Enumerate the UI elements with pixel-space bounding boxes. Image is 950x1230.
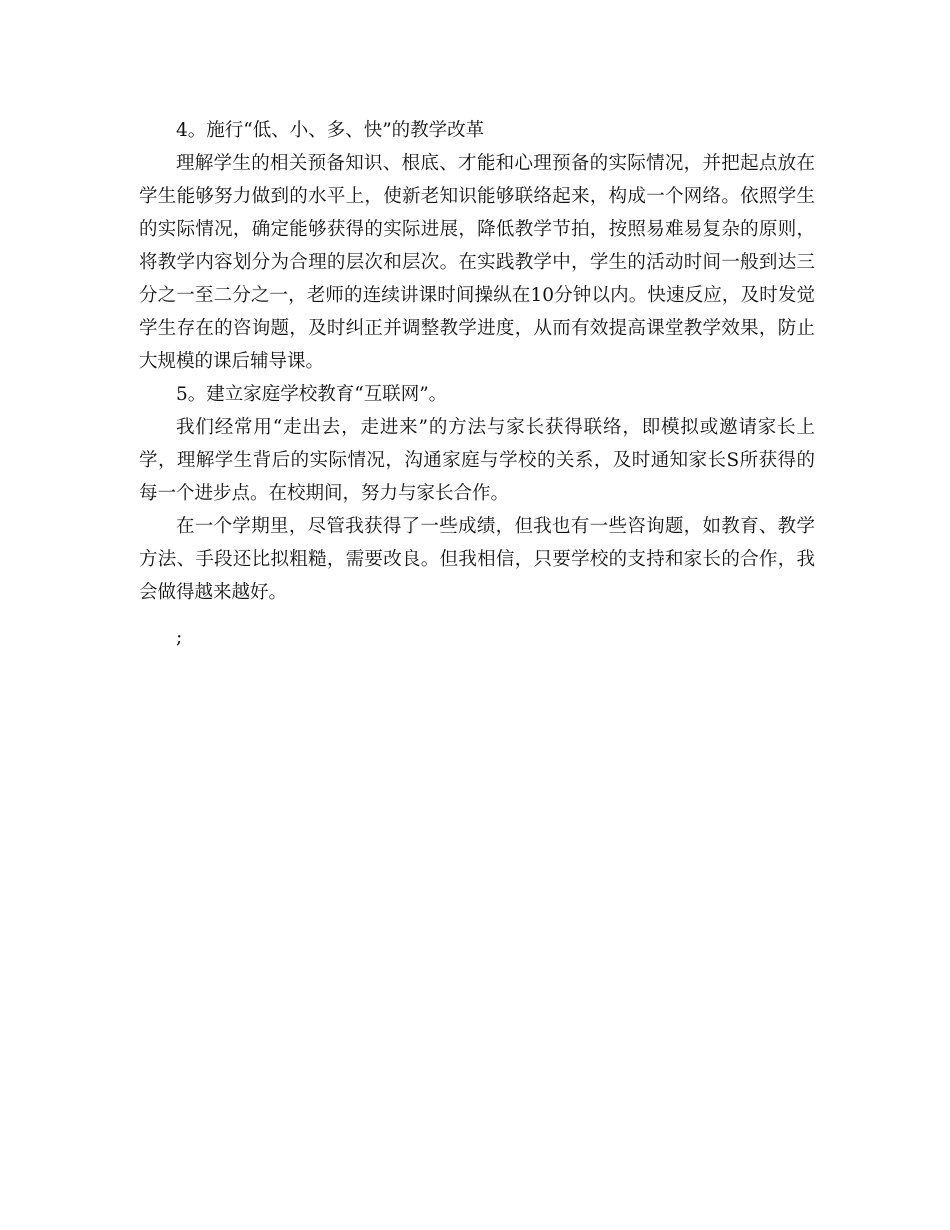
paragraph-family-school: 我们经常用“走出去，走进来”的方法与家长获得联络，即模拟或邀请家长上学，理解学生背后的实际情况，沟通家庭与学校的关系，及时通知家长S所获得的每一个进步点。在校期间，努力与家长合作。	[139, 417, 815, 504]
section-heading-4: 4。施行“低、小、多、快”的教学改革	[176, 120, 485, 141]
document-body	[139, 114, 815, 654]
section-heading-5: 5。建立家庭学校教育“互联网”。	[176, 384, 448, 405]
paragraph-conclusion: 在一个学期里，尽管我获得了一些成绩，但我也有一些咨询题，如教育、教学方法、手段还比拟粗糙，需要改良。但我相信，只要学校的支持和家长的合作，我会做得越来越好。	[139, 516, 815, 603]
trailing-semicolon: ;	[176, 627, 183, 648]
paragraph-teaching-reform: 理解学生的相关预备知识、根底、才能和心理预备的实际情况，并把起点放在学生能够努力做到的水平上，使新老知识能够联络起来，构成一个网络。依照学生的实际情况，确定能够获得的实际进展，降低教学节拍，按照易难易复杂的原则，将教学内容划分为合理的层次和层次。在实践教学中，学生的活动时间一般到达三分之一至二分之一，老师的连续讲课时间操纵在10分钟以内。快速反应，及时发觉学生存在的咨询题，及时纠正并调整教学进度，从而有效提高课堂教学效果，防止大规模的课后辅导课。	[139, 153, 815, 372]
